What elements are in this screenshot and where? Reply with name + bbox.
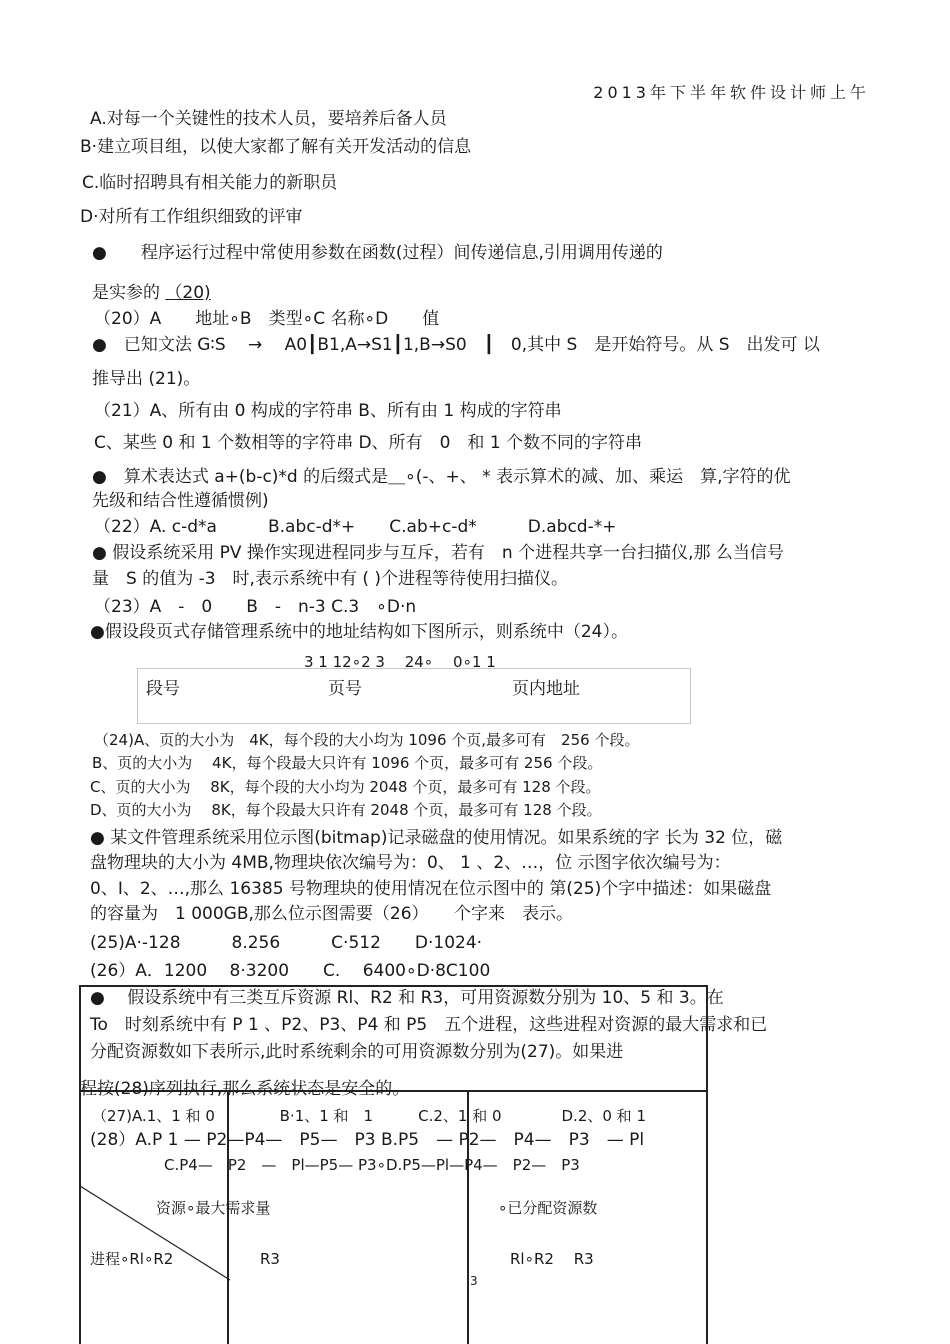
q23-stem-line1: ● 假设系统采用 PV 操作实现进程同步与互斥，若有 n 个进程共享一台扫描仪,那 么当信号 — [92, 543, 784, 563]
q23-stem-line2: 量 S 的值为 -3 时,表示系统中有 ( )个进程等待使用扫描仪。 — [92, 569, 569, 589]
q28-options-line1: (28）A.P 1 — P2—P4— P5— P3 B.P5 — P2— P4— P3 — Pl — [90, 1130, 645, 1150]
q25-stem-line3: 0、I、2、…,那么 16385 号物理块的使用情况在位示图中的 第(25)个字中描述：如果磁盘 — [90, 879, 772, 899]
q20-stem-prefix: 是实参的 — [92, 283, 160, 303]
q24-option-d: D、页的大小为 8K，每个段最大只许有 2048 个页，最多可有 128 个段。 — [90, 801, 602, 819]
q26-options: (26）A．1200 8·3200 C. 6400∘D·8C100 — [90, 961, 491, 981]
q22-options: （22）A. c-d*a B.abc-d*+ C.ab+c-d* D.abcd-*+ — [94, 517, 617, 537]
q21-options-line2: C、某些 0 和 1 个数相等的字符串 D、所有 0 和 1 个数不同的字符串 — [94, 433, 643, 453]
q28-options-line2: C.P4— P2 — Pl—P5— P3∘D.P5—Pl—P4— P2— P3 — [164, 1156, 580, 1174]
q22-stem-line1: ● 算术表达式 a+(b-c)*d 的后缀式是＿∘(-、+、 * 表示算术的减、加、乘运 算,字符的优 — [92, 467, 791, 487]
address-structure-diagram — [137, 668, 691, 724]
address-bit-positions: 3 1 12∘2 3 24∘ 0∘1 1 — [304, 653, 496, 671]
field-segment-number: 段号 — [146, 679, 180, 699]
field-page-offset: 页内地址 — [512, 679, 580, 699]
q20-options: （20）A 地址∘B 类型∘C 名称∘D 值 — [94, 309, 440, 329]
field-page-number: 页号 — [328, 679, 362, 699]
q27-options: （27)A.1、1 和 0 B·1、1 和 1 C.2、1 和 0 D.2、0 和 1 — [92, 1107, 646, 1125]
q20-stem-line2 — [92, 282, 211, 304]
page-header: 2013年下半年软件设计师上午 — [593, 83, 870, 102]
q19-option-a: A.对每一个关键性的技术人员，要培养后备人员 — [90, 109, 447, 129]
table-border-right — [706, 985, 708, 1344]
q24-stem: ●假设段页式存储管理系统中的地址结构如下图所示，则系统中（24）。 — [90, 622, 628, 642]
q24-option-a: （24)A、页的大小为 4K，每个段的大小均为 1096 个页,最多可有 256 个段。 — [94, 731, 640, 749]
q25-stem-line2: 盘物理块的大小为 4MB,物理块依次编号为：0、 1 、2、…，位 示图字依次编号为： — [90, 853, 731, 873]
table-header-alloc-cols: Rl∘R2 R3 — [510, 1250, 594, 1268]
q19-option-b: B·建立项目组，以使大家都了解有关开发活动的信息 — [80, 137, 472, 157]
table-header-max-demand: 资源∘最大需求量 — [156, 1199, 271, 1217]
q25-options: (25)A·-128 8.256 C·512 D·1024· — [90, 933, 483, 953]
q27-stem-line3: 分配资源数如下表所示,此时系统剩余的可用资源数分别为(27)。如果进 — [90, 1042, 624, 1062]
q19-option-d: D·对所有工作组织细致的评审 — [80, 207, 303, 227]
q27-stem-line2: To 时刻系统中有 P 1 、P2、P3、P4 和 P5 五个进程，这些进程对资源的最大需求和已 — [90, 1015, 768, 1035]
q21-stem-line2: 推导出 (21)。 — [92, 369, 201, 389]
q25-stem-line1: ● 某文件管理系统采用位示图(bitmap)记录磁盘的使用情况。如果系统的字 长为 32 位，磁 — [90, 828, 783, 848]
table-header-process-cols: 进程∘Rl∘R2 — [90, 1250, 174, 1268]
q21-stem-line1: ● 已知文法 G∶S → A0┃B1,A→S1┃1,B→S0 ┃ 0,其中 S 是开始符号。从 S 出发可 以 — [92, 335, 820, 355]
q21-options-line1: （21）A、所有由 0 构成的字符串 B、所有由 1 构成的字符串 — [94, 401, 562, 421]
q22-stem-line2: 先级和结合性遵循惯例) — [92, 491, 269, 511]
table-header-r3-max: R3 — [260, 1250, 280, 1268]
table-border-left — [79, 985, 81, 1344]
q27-stem-line1: ● 假设系统中有三类互斥资源 Rl、R2 和 R3，可用资源数分别为 10、5 和 3。在 — [90, 988, 724, 1008]
q25-stem-line4: 的容量为 1 000GB,那么位示图需要（26） 个字来 表示。 — [90, 904, 574, 924]
q20-stem-line1: ● 程序运行过程中常使用参数在函数(过程）间传递信息,引用调用传递的 — [92, 243, 663, 263]
q28-stem-line4: 程按(28)序列执行,那么系统状态是安全的。 — [80, 1079, 410, 1099]
table-header-allocated: ∘已分配资源数 — [498, 1199, 598, 1217]
q24-option-c: C、页的大小为 8K，每个段的大小均为 2048 个页，最多可有 128 个段。 — [90, 778, 601, 796]
q19-option-c: C.临时招聘具有相关能力的新职员 — [82, 173, 338, 193]
q23-options: （23）A - 0 B - n-3 C.3 ∘D·n — [94, 597, 417, 617]
q24-option-b: B、页的大小为 4K，每个段最大只许有 1096 个页，最多可有 256 个段。 — [92, 754, 603, 772]
q20-blank: （20) — [165, 283, 211, 303]
table-stray-mark: 3 — [470, 1274, 478, 1288]
